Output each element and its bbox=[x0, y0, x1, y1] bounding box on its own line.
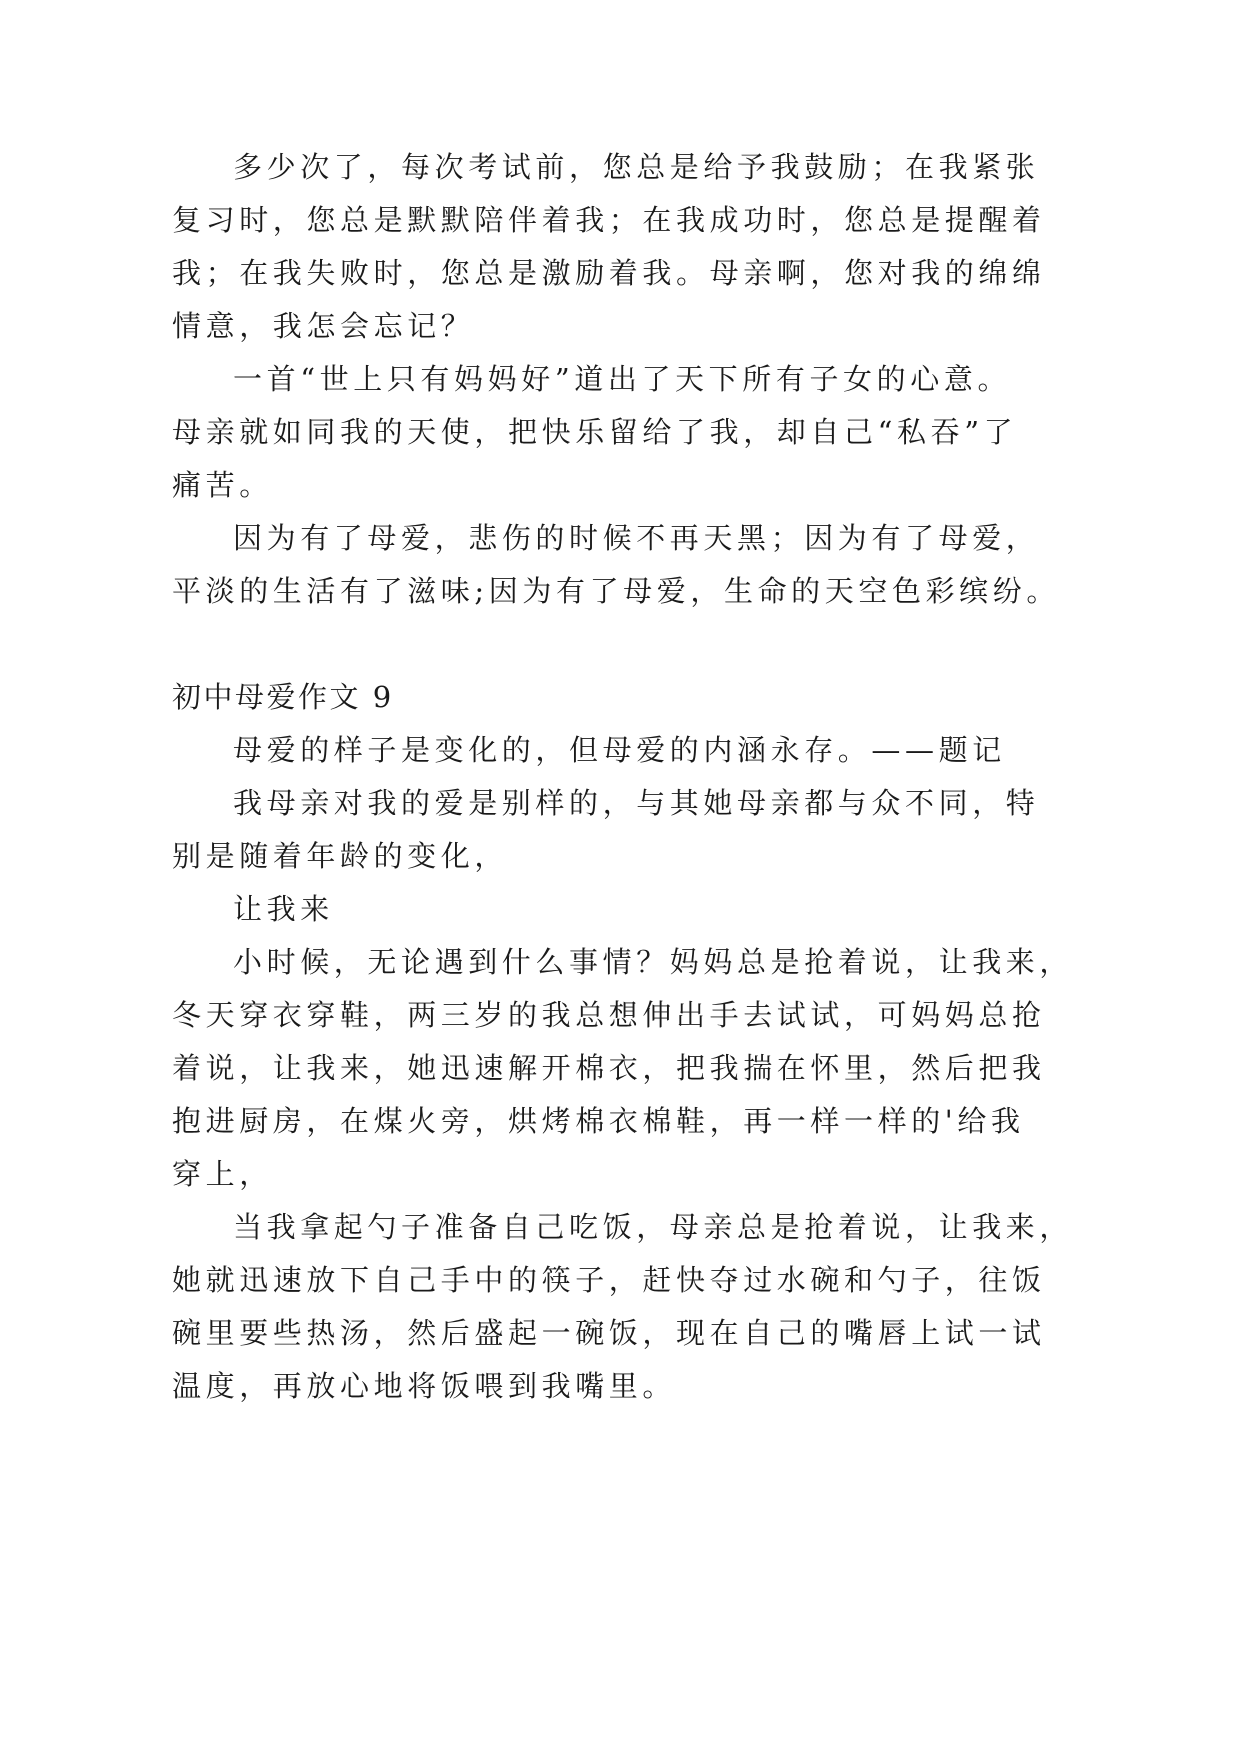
paragraph-3-line-2: 平淡的生活有了滋味;因为有了母爱，生命的天空色彩缤纷。 bbox=[172, 574, 1060, 608]
section-paragraph-5-line-4: 温度，再放心地将饭喂到我嘴里。 bbox=[172, 1369, 677, 1403]
paragraph-1-line-1: 多少次了，每次考试前，您总是给予我鼓励；在我紧张 bbox=[233, 150, 1040, 184]
section-paragraph-4-line-5: 穿上， bbox=[172, 1157, 273, 1191]
subheading-line: 让我来 bbox=[233, 892, 334, 926]
section-paragraph-5-line-2: 她就迅速放下自己手中的筷子，赶快夺过水碗和勺子，往饭 bbox=[172, 1263, 1046, 1297]
paragraph-1-line-4: 情意，我怎会忘记？ bbox=[172, 309, 475, 343]
paragraph-2-line-3: 痛苦。 bbox=[172, 468, 273, 502]
section-paragraph-2-line-1: 我母亲对我的爱是别样的，与其她母亲都与众不同，特 bbox=[233, 786, 1040, 820]
paragraph-3-line-1: 因为有了母爱，悲伤的时候不再天黑；因为有了母爱， bbox=[233, 521, 1040, 555]
section-paragraph-4-line-3: 着说，让我来，她迅速解开棉衣，把我揣在怀里，然后把我 bbox=[172, 1051, 1046, 1085]
section-paragraph-4-line-4: 抱进厨房，在煤火旁，烘烤棉衣棉鞋，再一样一样的'给我 bbox=[172, 1104, 1025, 1138]
section-paragraph-4-line-1: 小时候，无论遇到什么事情？妈妈总是抢着说，让我来， bbox=[233, 945, 1074, 979]
section-paragraph-4-line-2: 冬天穿衣穿鞋，两三岁的我总想伸出手去试试，可妈妈总抢 bbox=[172, 998, 1046, 1032]
section-paragraph-2-line-2: 别是随着年龄的变化， bbox=[172, 839, 509, 873]
epigraph-line: 母爱的样子是变化的，但母爱的内涵永存。——题记 bbox=[233, 733, 1006, 767]
paragraph-2-line-1: 一首“世上只有妈妈好”道出了天下所有子女的心意。 bbox=[233, 362, 1012, 396]
section-paragraph-5-line-1: 当我拿起勺子准备自己吃饭，母亲总是抢着说，让我来， bbox=[233, 1210, 1074, 1244]
section-paragraph-5-line-3: 碗里要些热汤，然后盛起一碗饭，现在自己的嘴唇上试一试 bbox=[172, 1316, 1046, 1350]
section-title: 初中母爱作文 9 bbox=[172, 680, 394, 714]
paragraph-2-line-2: 母亲就如同我的天使，把快乐留给了我，却自己“私吞”了 bbox=[172, 415, 1018, 449]
paragraph-1-line-3: 我；在我失败时，您总是激励着我。母亲啊，您对我的绵绵 bbox=[172, 256, 1046, 290]
paragraph-1-line-2: 复习时，您总是默默陪伴着我；在我成功时，您总是提醒着 bbox=[172, 203, 1046, 237]
